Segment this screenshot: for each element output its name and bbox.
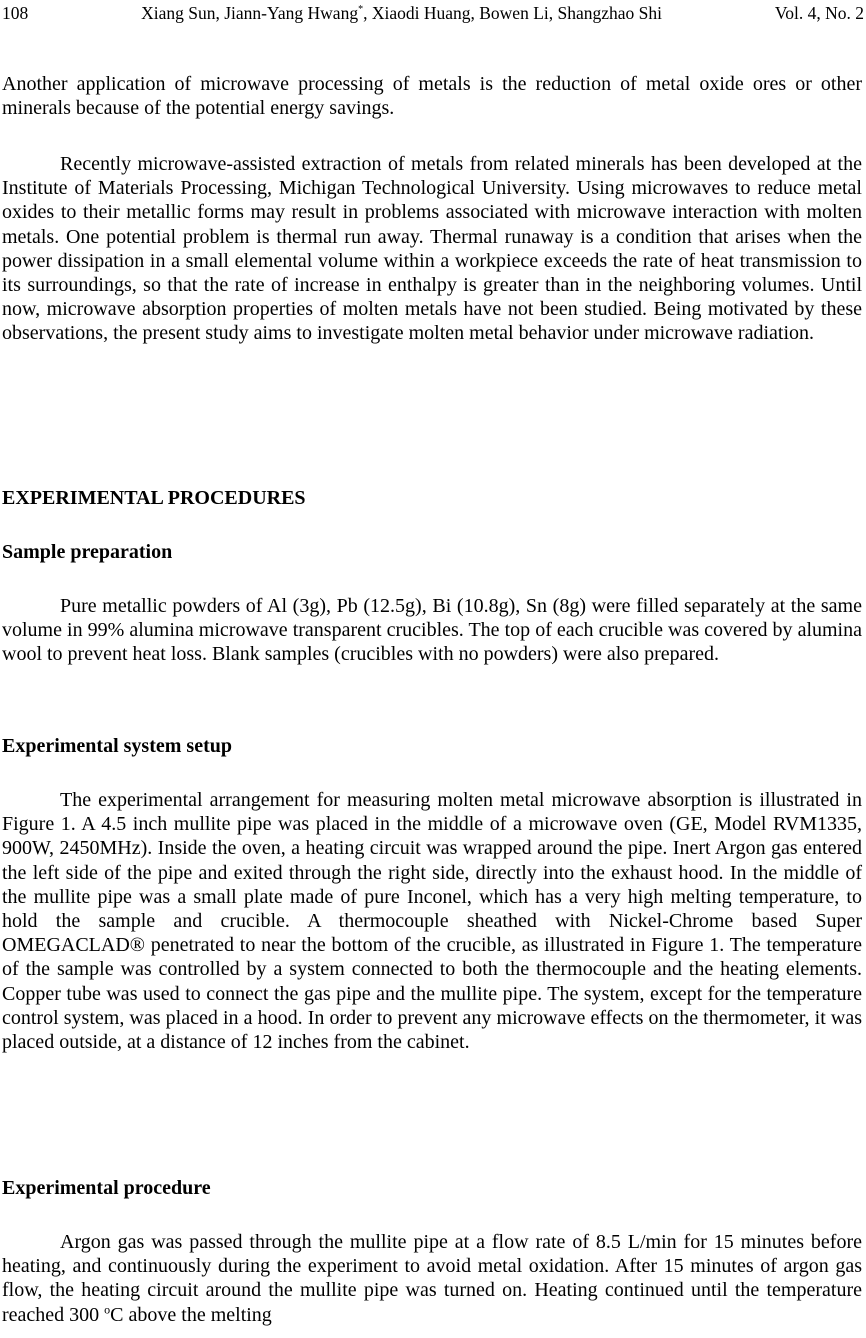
paragraph-sample-preparation: Pure metallic powders of Al (3g), Pb (12.5g), Bi (10.8g), Sn (8g) were filled separately at the same volume in 99% alumina microwave transparent crucibles. The top of each crucible was covered by alumina wool to prevent heat loss. Blank samples (crucibles with no powders) were also prepared.: [2, 595, 862, 666]
procedure-text-before-degree: Argon gas was passed through the mullite pipe at a flow rate of 8.5 L/min for 15 minutes before heating, and continuously during the experiment to avoid metal oxidation. After 15 minutes of argon gas flow, the heating circuit around the mullite pipe was turned on. Heating continued until the temperature reached 300: [2, 1231, 862, 1326]
subheading-system-setup: Experimental system setup: [2, 735, 232, 757]
paragraph-motivation: Recently microwave-assisted extraction of metals from related minerals has been developed at the Institute of Materials Processing, Michigan Technological University. Using microwaves to reduce metal oxides to their metallic forms may result in problems associated with microwave interaction with molten metals. One potential problem is thermal run away. Thermal runaway is a condition that arises when the power dissipation in a small elemental volume within a workpiece exceeds the rate of heat transmission to its surroundings, so that the rate of increase in enthalpy is greater than in the neighboring volumes. Until now, microwave absorption properties of molten metals have not been studied. Being motivated by these observations, the present study aims to investigate molten metal behavior under microwave radiation.: [2, 153, 862, 345]
paragraph-procedure: [2, 1230, 862, 1327]
authors-before-mark: Xiang Sun, Jiann-Yang Hwang: [141, 3, 359, 23]
volume-issue: Vol. 4, No. 2: [774, 3, 864, 23]
subheading-sample-preparation: Sample preparation: [2, 541, 173, 563]
procedure-text-after-degree: C above the melting: [110, 1303, 272, 1326]
paragraph-system-setup: The experimental arrangement for measuring molten metal microwave absorption is illustrated in Figure 1. A 4.5 inch mullite pipe was placed in the middle of a microwave oven (GE, Model RVM1335, 900W, 2450MHz). Inside the oven, a heating circuit was wrapped around the pipe. Inert Argon gas entered the left side of the pipe and exited through the right side, directly into the exhaust hood. In the middle of the mullite pipe was a small plate made of pure Inconel, which has a very high melting temperature, to hold the sample and crucible. A thermocouple sheathed with Nickel-Chrome based Super OMEGACLAD® penetrated to near the bottom of the crucible, as illustrated in Figure 1. The temperature of the sample was controlled by a system connected to both the thermocouple and the heating elements. Copper tube was used to connect the gas pipe and the mullite pipe. The system, except for the temperature control system, was placed in a hood. In order to prevent any microwave effects on the thermometer, it was placed outside, at a distance of 12 inches from the cabinet.: [2, 789, 862, 1054]
subheading-procedure: Experimental procedure: [2, 1177, 211, 1199]
corresponding-author-mark: *: [358, 4, 364, 16]
degree-symbol: o: [104, 1301, 111, 1316]
section-heading: EXPERIMENTAL PROCEDURES: [2, 487, 306, 509]
running-header: [2, 2, 864, 24]
author-list: [28, 2, 775, 24]
page-number: 108: [2, 3, 29, 23]
authors-after-mark: , Xiaodi Huang, Bowen Li, Shangzhao Shi: [363, 3, 662, 23]
paragraph-intro: Another application of microwave processing of metals is the reduction of metal oxide ores or other minerals because of the potential energy savings.: [2, 73, 862, 120]
